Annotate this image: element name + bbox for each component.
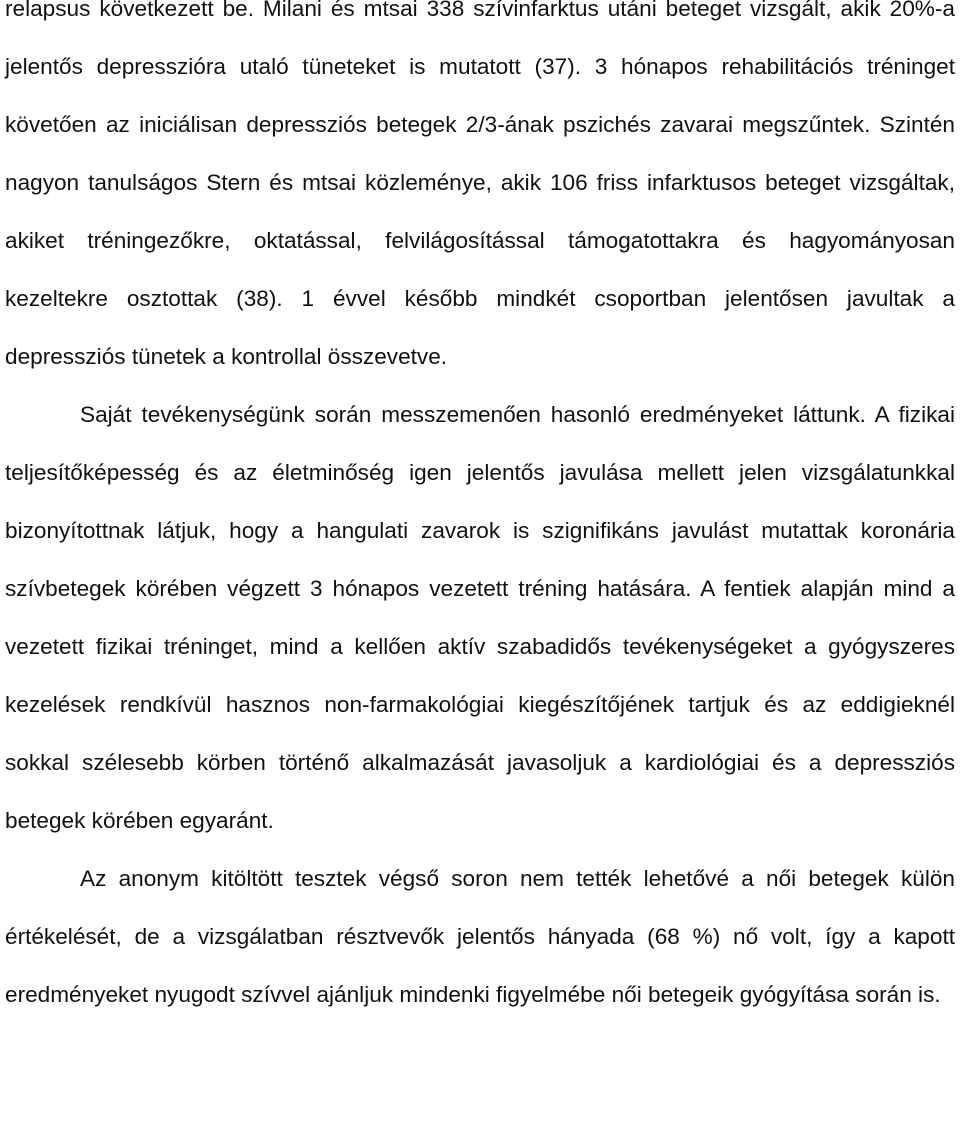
paragraph-3: Az anonym kitöltött tesztek végső soron nem tették lehetővé a női betegek külön értékelését, de a vizsgálatban résztvevők jelentős hányada (68 %) nő volt, így a kapott eredményeket nyugodt szívvel ajánljuk mindenki figyelmébe női betegeik gyógyítása során is.	[5, 866, 955, 1007]
document-page	[5, 0, 955, 1024]
paragraph-1: relapsus következett be. Milani és mtsai 338 szívinfarktus utáni beteget vizsgált, akik 20%-a jelentős depresszióra utaló tüneteket is mutatott (37). 3 hónapos rehabilitációs tréninget követően az iniciálisan depressziós betegek 2/3-ának pszichés zavarai megszűntek. Szintén nagyon tanulságos Stern és mtsai közleménye, akik 106 friss infarktusos beteget vizsgáltak, akiket tréningezőkre, oktatással, felvilágosítással támogatottakra és hagyományosan kezeltekre osztottak (38). 1 évvel később mindkét csoportban jelentősen javultak a depressziós tünetek a kontrollal összevetve.	[5, 0, 955, 369]
paragraph-2: Saját tevékenységünk során messzemenően hasonló eredményeket láttunk. A fizikai teljesítőképesség és az életminőség igen jelentős javulása mellett jelen vizsgálatunkkal bizonyítottnak látjuk, hogy a hangulati zavarok is szignifikáns javulást mutattak koronária szívbetegek körében végzett 3 hónapos vezetett tréning hatására. A fentiek alapján mind a vezetett fizikai tréninget, mind a kellően aktív szabadidős tevékenységeket a gyógyszeres kezelések rendkívül hasznos non-farmakológiai kiegészítőjének tartjuk és az eddigieknél sokkal szélesebb körben történő alkalmazását javasoljuk a kardiológiai és a depressziós betegek körében egyaránt.	[5, 402, 955, 833]
